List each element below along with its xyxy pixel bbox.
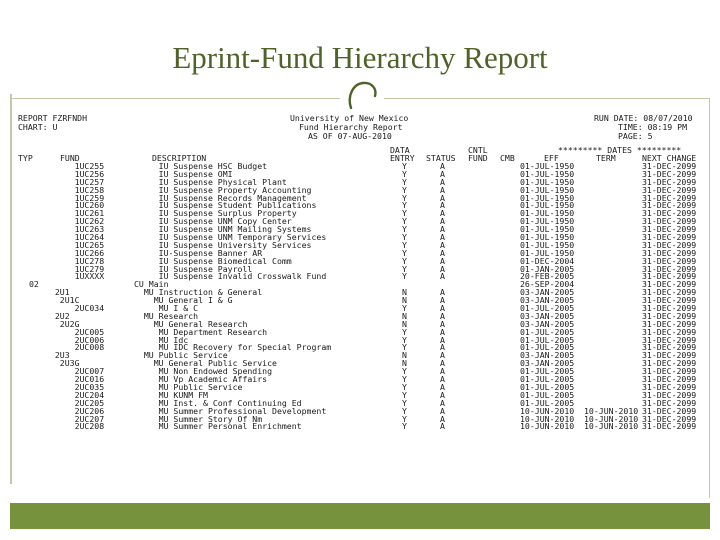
row-description: IU Suspense Physical Plant xyxy=(134,176,287,187)
row-fund: 2U3 xyxy=(45,350,70,361)
row-fund: 2UC204 xyxy=(45,389,105,400)
row-next-change: 31-DEC-2099 xyxy=(642,295,697,306)
row-description: IU Suspense HSC Budget xyxy=(134,161,268,171)
row-description: MU Public Service xyxy=(134,381,243,392)
row-eff-date: 01-JUL-2005 xyxy=(520,342,575,353)
row-next-change: 31-DEC-2099 xyxy=(642,389,697,400)
row-next-change: 31-DEC-2099 xyxy=(642,326,697,337)
row-entry: Y xyxy=(402,176,407,187)
row-entry: Y xyxy=(402,389,407,400)
row-status: A xyxy=(440,295,445,306)
row-eff-date: 03-JAN-2005 xyxy=(520,358,575,369)
row-eff-date: 01-JUL-1950 xyxy=(520,216,575,227)
row-next-change: 31-DEC-2099 xyxy=(642,374,697,385)
row-entry: Y xyxy=(402,255,407,266)
table-row xyxy=(18,225,708,233)
institution-name: University of New Mexico xyxy=(290,113,409,123)
table-row xyxy=(18,296,708,304)
row-eff-date: 03-JAN-2005 xyxy=(520,310,575,321)
row-entry: Y xyxy=(402,271,407,282)
row-status: A xyxy=(440,208,445,219)
row-description: IU Suspense OMI xyxy=(134,168,233,179)
col-eff: EFF xyxy=(544,153,559,163)
row-next-change: 31-DEC-2099 xyxy=(642,318,697,329)
row-description: MU Public Service xyxy=(134,350,228,361)
row-next-change: 31-DEC-2099 xyxy=(642,200,697,211)
table-row xyxy=(18,422,708,430)
report-rows xyxy=(18,162,708,430)
row-entry: Y xyxy=(402,232,407,243)
table-row xyxy=(18,336,708,344)
row-status: A xyxy=(440,326,445,337)
row-eff-date: 20-FEB-2005 xyxy=(520,271,575,282)
row-fund: 1UC265 xyxy=(45,239,105,250)
row-eff-date: 10-JUN-2010 xyxy=(520,421,575,432)
decorative-curl-icon xyxy=(339,78,385,112)
table-row xyxy=(18,186,708,194)
row-entry: Y xyxy=(402,263,407,274)
table-row xyxy=(18,320,708,328)
row-fund: 1UC264 xyxy=(45,232,105,243)
row-next-change: 31-DEC-2099 xyxy=(642,310,697,321)
row-fund: 1UC262 xyxy=(45,216,105,227)
row-entry: Y xyxy=(402,184,407,195)
row-description: IU Suspense Payroll xyxy=(134,263,253,274)
row-term-date: 10-JUN-2010 xyxy=(584,405,639,416)
row-status: A xyxy=(440,168,445,179)
row-next-change: 31-DEC-2099 xyxy=(642,255,697,266)
row-fund: 1UC278 xyxy=(45,255,105,266)
row-eff-date: 03-JAN-2005 xyxy=(520,318,575,329)
fund-hierarchy-report xyxy=(18,110,708,500)
row-description: MU Research xyxy=(134,310,199,321)
row-status: A xyxy=(440,287,445,298)
row-fund: 1UC260 xyxy=(45,200,105,211)
row-description: MU KUNM FM xyxy=(134,389,208,400)
row-next-change: 31-DEC-2099 xyxy=(642,224,697,235)
row-entry: Y xyxy=(402,342,407,353)
row-description: IU Suspense Invalid Crosswalk Fund xyxy=(134,271,327,282)
row-fund: 2UC016 xyxy=(45,374,105,385)
table-row xyxy=(18,328,708,336)
col-typ: TYP xyxy=(18,153,33,163)
table-row xyxy=(18,170,708,178)
row-description: MU Vp Academic Affairs xyxy=(134,374,268,385)
row-eff-date: 01-JUL-1950 xyxy=(520,161,575,171)
row-entry: Y xyxy=(402,413,407,424)
table-row xyxy=(18,288,708,296)
row-next-change: 31-DEC-2099 xyxy=(642,232,697,243)
row-eff-date: 01-DEC-2004 xyxy=(520,255,575,266)
row-status: A xyxy=(440,216,445,227)
row-next-change: 31-DEC-2099 xyxy=(642,161,697,171)
run-time: TIME: 08:19 PM xyxy=(618,122,688,132)
row-eff-date: 01-JUL-1950 xyxy=(520,176,575,187)
row-description: IU Suspense Surplus Property xyxy=(134,208,297,219)
row-status: A xyxy=(440,405,445,416)
row-fund: 2UC034 xyxy=(45,303,105,314)
row-description: IU Suspense Property Accounting xyxy=(134,184,312,195)
row-next-change: 31-DEC-2099 xyxy=(642,271,697,282)
row-eff-date: 01-JUL-1950 xyxy=(520,200,575,211)
col-group-data: DATA xyxy=(390,145,410,155)
table-row xyxy=(18,241,708,249)
row-eff-date: 01-JUL-1950 xyxy=(520,208,575,219)
row-description: IU Suspense University Services xyxy=(134,239,312,250)
row-next-change: 31-DEC-2099 xyxy=(642,192,697,203)
row-fund: 2U2 xyxy=(45,310,70,321)
table-row xyxy=(18,375,708,383)
row-eff-date: 01-JUL-2005 xyxy=(520,389,575,400)
row-status: A xyxy=(440,303,445,314)
left-border xyxy=(10,94,12,484)
row-status: A xyxy=(440,397,445,408)
row-eff-date: 01-JUL-1950 xyxy=(520,168,575,179)
row-entry: Y xyxy=(402,168,407,179)
table-row xyxy=(18,249,708,257)
row-next-change: 31-DEC-2099 xyxy=(642,208,697,219)
row-next-change: 31-DEC-2099 xyxy=(642,176,697,187)
col-term: TERM xyxy=(596,153,616,163)
row-eff-date: 01-JUL-2005 xyxy=(520,334,575,345)
row-fund: 2UC206 xyxy=(45,405,105,416)
row-next-change: 31-DEC-2099 xyxy=(642,168,697,179)
row-eff-date: 01-JUL-2005 xyxy=(520,381,575,392)
row-status: A xyxy=(440,342,445,353)
row-next-change: 31-DEC-2099 xyxy=(642,184,697,195)
row-status: A xyxy=(440,350,445,361)
row-fund: 1UXXXX xyxy=(45,271,105,282)
report-title: Fund Hierarchy Report xyxy=(299,122,403,132)
row-description: IU Suspense UNM Temporary Services xyxy=(134,232,327,243)
row-fund: 2U1 xyxy=(45,287,70,298)
row-description: MU General I & G xyxy=(134,295,233,306)
table-row xyxy=(18,265,708,273)
row-status: A xyxy=(440,200,445,211)
row-status: A xyxy=(440,374,445,385)
row-fund: 2U2G xyxy=(45,318,80,329)
row-entry: Y xyxy=(402,397,407,408)
row-entry: N xyxy=(402,350,407,361)
row-entry: Y xyxy=(402,303,407,314)
row-entry: N xyxy=(402,358,407,369)
row-fund: 2UC008 xyxy=(45,342,105,353)
top-divider-right xyxy=(384,98,710,99)
col-entry: ENTRY xyxy=(390,153,415,163)
row-eff-date: 01-JUL-2005 xyxy=(520,374,575,385)
table-row xyxy=(18,304,708,312)
table-row xyxy=(18,178,708,186)
row-fund: 2UC007 xyxy=(45,366,105,377)
row-next-change: 31-DEC-2099 xyxy=(642,247,697,258)
row-fund: 2U1C xyxy=(45,295,80,306)
row-status: A xyxy=(440,381,445,392)
top-divider xyxy=(10,98,340,99)
table-row xyxy=(18,351,708,359)
row-next-change: 31-DEC-2099 xyxy=(642,397,697,408)
row-fund: 2UC207 xyxy=(45,413,105,424)
table-row xyxy=(18,312,708,320)
row-entry: Y xyxy=(402,192,407,203)
row-entry: Y xyxy=(402,366,407,377)
row-fund: 1UC257 xyxy=(45,176,105,187)
row-typ: 02 xyxy=(29,279,39,290)
row-next-change: 31-DEC-2099 xyxy=(642,263,697,274)
table-row xyxy=(18,233,708,241)
row-description: IU Suspense Biomedical Comm xyxy=(134,255,292,266)
row-description: MU Idc xyxy=(134,334,189,345)
row-entry: Y xyxy=(402,405,407,416)
row-fund: 1UC258 xyxy=(45,184,105,195)
row-eff-date: 03-JAN-2005 xyxy=(520,350,575,361)
row-status: A xyxy=(440,271,445,282)
page-number: PAGE: 5 xyxy=(618,131,653,141)
row-eff-date: 01-JAN-2005 xyxy=(520,263,575,274)
as-of-date: AS OF 07-AUG-2010 xyxy=(308,131,392,141)
row-fund: 2UC035 xyxy=(45,381,105,392)
col-group-dates: ********* DATES ********* xyxy=(558,145,682,155)
row-status: A xyxy=(440,421,445,432)
row-fund: 1UC261 xyxy=(45,208,105,219)
row-status: A xyxy=(440,389,445,400)
row-description: IU-Suspense Banner AR xyxy=(134,247,263,258)
table-row xyxy=(18,209,708,217)
row-eff-date: 01-JUL-2005 xyxy=(520,326,575,337)
footer-bar xyxy=(10,503,710,529)
row-entry: N xyxy=(402,287,407,298)
row-description: MU Inst. & Conf Continuing Ed xyxy=(134,397,302,408)
row-status: A xyxy=(440,192,445,203)
table-row xyxy=(18,217,708,225)
row-next-change: 31-DEC-2099 xyxy=(642,216,697,227)
row-status: A xyxy=(440,247,445,258)
report-id: REPORT FZRFNDH xyxy=(18,113,88,123)
row-description: MU Non Endowed Spending xyxy=(134,366,273,377)
row-next-change: 31-DEC-2099 xyxy=(642,342,697,353)
table-row xyxy=(18,272,708,280)
row-description: MU Department Research xyxy=(134,326,268,337)
row-eff-date: 26-SEP-2004 xyxy=(520,279,575,290)
table-row xyxy=(18,280,708,288)
table-row xyxy=(18,367,708,375)
row-eff-date: 01-JUL-1950 xyxy=(520,224,575,235)
row-status: A xyxy=(440,239,445,250)
row-fund: 1UC255 xyxy=(45,161,105,171)
row-next-change: 31-DEC-2099 xyxy=(642,303,697,314)
row-entry: Y xyxy=(402,374,407,385)
row-fund: 1UC279 xyxy=(45,263,105,274)
row-entry: Y xyxy=(402,224,407,235)
row-fund: 2U3G xyxy=(45,358,80,369)
row-description: MU I & C xyxy=(134,303,199,314)
table-row xyxy=(18,383,708,391)
row-description: IU Suspense UNM Mailing Systems xyxy=(134,224,312,235)
row-eff-date: 01-JUL-1950 xyxy=(520,184,575,195)
row-fund: 1UC266 xyxy=(45,247,105,258)
row-eff-date: 01-JUL-2005 xyxy=(520,397,575,408)
row-fund: 2UC208 xyxy=(45,421,105,432)
row-description: IU Suspense Student Publications xyxy=(134,200,317,211)
row-eff-date: 01-JUL-2005 xyxy=(520,303,575,314)
row-entry: Y xyxy=(402,334,407,345)
row-term-date: 10-JUN-2010 xyxy=(584,413,639,424)
row-description: MU IDC Recovery for Special Program xyxy=(134,342,332,353)
row-status: A xyxy=(440,310,445,321)
row-fund: 1UC259 xyxy=(45,192,105,203)
row-status: A xyxy=(440,318,445,329)
table-row xyxy=(18,257,708,265)
row-status: A xyxy=(440,413,445,424)
table-row xyxy=(18,201,708,209)
row-next-change: 31-DEC-2099 xyxy=(642,381,697,392)
col-cntl-fund: FUND xyxy=(468,153,488,163)
col-fund: FUND xyxy=(60,153,80,163)
row-eff-date: 03-JAN-2005 xyxy=(520,287,575,298)
row-description: MU General Public Service xyxy=(134,358,277,369)
row-next-change: 31-DEC-2099 xyxy=(642,421,697,432)
row-term-date: 10-JUN-2010 xyxy=(584,421,639,432)
row-entry: Y xyxy=(402,200,407,211)
row-fund: 2UC005 xyxy=(45,326,105,337)
row-entry: N xyxy=(402,310,407,321)
row-description: IU Suspense Records Management xyxy=(134,192,307,203)
row-eff-date: 10-JUN-2010 xyxy=(520,405,575,416)
row-status: A xyxy=(440,161,445,171)
row-description: MU Instruction & General xyxy=(134,287,263,298)
row-entry: Y xyxy=(402,421,407,432)
row-status: A xyxy=(440,184,445,195)
table-row xyxy=(18,194,708,202)
row-fund: 2UC006 xyxy=(45,334,105,345)
row-description: MU Summer Personal Enrichment xyxy=(134,421,302,432)
row-entry: N xyxy=(402,318,407,329)
row-entry: Y xyxy=(402,239,407,250)
row-description: MU Summer Story Of Nm xyxy=(134,413,263,424)
row-fund: 1UC263 xyxy=(45,224,105,235)
row-next-change: 31-DEC-2099 xyxy=(642,358,697,369)
row-eff-date: 03-JAN-2005 xyxy=(520,295,575,306)
row-next-change: 31-DEC-2099 xyxy=(642,405,697,416)
row-eff-date: 10-JUN-2010 xyxy=(520,413,575,424)
row-status: A xyxy=(440,232,445,243)
table-row xyxy=(18,162,708,170)
row-entry: Y xyxy=(402,247,407,258)
row-eff-date: 01-JUL-2005 xyxy=(520,366,575,377)
row-description: MU Summer Professional Development xyxy=(134,405,327,416)
row-next-change: 31-DEC-2099 xyxy=(642,334,697,345)
col-group-cntl: CNTL xyxy=(468,145,488,155)
row-entry: Y xyxy=(402,216,407,227)
col-next-change: NEXT CHANGE xyxy=(642,153,697,163)
row-eff-date: 01-JUL-1950 xyxy=(520,239,575,250)
row-next-change: 31-DEC-2099 xyxy=(642,279,697,290)
run-date: RUN DATE: 08/07/2010 xyxy=(594,113,693,123)
row-eff-date: 01-JUL-1950 xyxy=(520,232,575,243)
row-status: A xyxy=(440,358,445,369)
chart-id: CHART: U xyxy=(18,122,58,132)
row-next-change: 31-DEC-2099 xyxy=(642,239,697,250)
row-eff-date: 01-JUL-1950 xyxy=(520,192,575,203)
row-status: A xyxy=(440,176,445,187)
row-entry: Y xyxy=(402,208,407,219)
row-status: A xyxy=(440,366,445,377)
row-entry: Y xyxy=(402,326,407,337)
row-eff-date: 01-JUL-1950 xyxy=(520,247,575,258)
row-status: A xyxy=(440,334,445,345)
row-next-change: 31-DEC-2099 xyxy=(642,287,697,298)
row-description: CU Main xyxy=(134,279,169,290)
row-status: A xyxy=(440,224,445,235)
row-fund: 1UC256 xyxy=(45,168,105,179)
row-entry: Y xyxy=(402,161,407,171)
table-row xyxy=(18,391,708,399)
col-status: STATUS xyxy=(426,153,456,163)
row-fund: 2UC205 xyxy=(45,397,105,408)
table-row xyxy=(18,343,708,351)
slide-title: Eprint-Fund Hierarchy Report xyxy=(172,40,548,75)
col-description: DESCRIPTION xyxy=(152,153,207,163)
row-next-change: 31-DEC-2099 xyxy=(642,413,697,424)
col-cmb: CMB xyxy=(500,153,515,163)
row-description: IU Suspense UNM Copy Center xyxy=(134,216,292,227)
row-entry: Y xyxy=(402,381,407,392)
row-entry: N xyxy=(402,295,407,306)
right-border xyxy=(709,98,710,498)
row-description: MU General Research xyxy=(134,318,248,329)
table-row xyxy=(18,359,708,367)
row-status: A xyxy=(440,263,445,274)
row-next-change: 31-DEC-2099 xyxy=(642,350,697,361)
row-status: A xyxy=(440,255,445,266)
row-next-change: 31-DEC-2099 xyxy=(642,366,697,377)
